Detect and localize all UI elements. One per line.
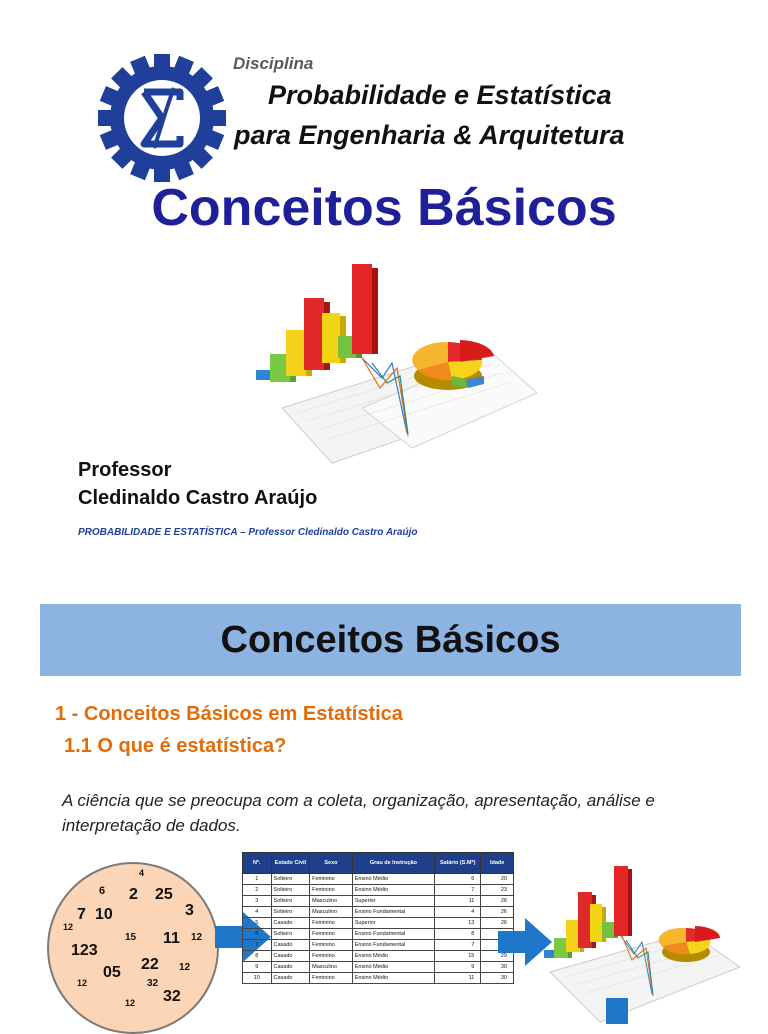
table-cell: Solteiro [271, 896, 310, 907]
circle-number: 2 [129, 886, 138, 903]
table-cell: 29 [481, 951, 514, 962]
table-cell: Feminino [310, 929, 353, 940]
table-cell: Casado [271, 951, 310, 962]
table-cell: Ensino Médio [352, 885, 434, 896]
circle-number: 12 [125, 998, 136, 1008]
table-cell: Solteiro [271, 874, 310, 885]
course-title-line-2: para Engenharia & Arquitetura [234, 120, 625, 150]
table-cell: 2 [243, 885, 272, 896]
table-cell: 11 [435, 896, 481, 907]
table-cell: Masculino [310, 907, 353, 918]
table-cell: Ensino Fundamental [352, 940, 434, 951]
slide-title: Conceitos Básicos [151, 179, 617, 237]
table-cell: Superior [352, 896, 434, 907]
circle-number: 12 [179, 962, 191, 973]
table-cell: Casado [271, 962, 310, 973]
table-row [243, 896, 514, 907]
table-cell: Feminino [310, 973, 353, 984]
table-cell: 5 [243, 918, 272, 929]
subsection-heading: 1.1 O que é estatística? [64, 735, 287, 757]
table-row [243, 951, 514, 962]
table-row [243, 973, 514, 984]
table-cell: 1 [243, 874, 272, 885]
table-cell: 8 [243, 951, 272, 962]
data-table [242, 852, 514, 984]
table-cell: Casado [271, 918, 310, 929]
circle-number: 15 [125, 932, 137, 943]
column-header: Idade [481, 853, 514, 874]
table-cell: Casado [271, 973, 310, 984]
table-cell: 15 [435, 951, 481, 962]
course-title-line-1: Probabilidade e Estatística [268, 80, 612, 110]
circle-number: 11 [163, 930, 180, 947]
bar-pie-chart-illustration-icon [530, 862, 745, 1024]
circle-number: 32 [163, 988, 181, 1005]
circle-number: 25 [155, 886, 173, 903]
table-row [243, 907, 514, 918]
table-cell: Solteiro [271, 907, 310, 918]
table-cell: Casado [271, 940, 310, 951]
table-cell: 3 [243, 896, 272, 907]
table-cell: Superior [352, 918, 434, 929]
table-header-row [243, 853, 514, 874]
table-cell: Ensino Médio [352, 951, 434, 962]
table-cell: 26 [481, 918, 514, 929]
table-row [243, 929, 514, 940]
table-cell: Ensino Médio [352, 973, 434, 984]
table-cell: 23 [481, 885, 514, 896]
table-cell: Masculino [310, 962, 353, 973]
table-cell: Ensino Fundamental [352, 907, 434, 918]
table-cell: Solteiro [271, 929, 310, 940]
table-cell: Ensino Médio [352, 874, 434, 885]
circle-number: 4 [139, 868, 145, 878]
table-cell: 26 [481, 896, 514, 907]
table-cell: 30 [481, 962, 514, 973]
circle-number: 123 [71, 942, 98, 959]
table-cell: 26 [481, 907, 514, 918]
table-cell: 20 [481, 874, 514, 885]
down-arrow-icon [602, 998, 632, 1024]
column-header: Salário (S.M*) [435, 853, 481, 874]
circle-number: 3 [185, 902, 194, 919]
table-cell: 10 [243, 973, 272, 984]
slide-footer: PROBABILIDADE E ESTATÍSTICA – Professor Cledinaldo Castro Araújo [78, 527, 418, 538]
table-row [243, 874, 514, 885]
table-cell: Feminino [310, 874, 353, 885]
table-cell: 4 [435, 907, 481, 918]
table-row [243, 918, 514, 929]
circle-number: 12 [77, 978, 88, 988]
circle-number: 05 [103, 964, 121, 981]
table-row [243, 940, 514, 951]
table-cell: 7 [435, 885, 481, 896]
discipline-label: Disciplina [233, 54, 314, 73]
table-cell: 11 [435, 973, 481, 984]
circle-number: 10 [95, 906, 113, 923]
raw-numbers-circle [47, 862, 219, 1034]
table-cell: Ensino Médio [352, 962, 434, 973]
table-row [243, 962, 514, 973]
table-cell: 9 [243, 962, 272, 973]
engineering-gear-logo-icon [96, 52, 228, 184]
table-cell: Feminino [310, 918, 353, 929]
table-cell: Feminino [310, 885, 353, 896]
table-cell: 9 [435, 962, 481, 973]
column-header: Estado Civil [271, 853, 310, 874]
table-cell: Feminino [310, 940, 353, 951]
banner-title: Conceitos Básicos [220, 618, 561, 661]
professor-label: Professor [78, 459, 172, 481]
column-header: Grau de Instrução [352, 853, 434, 874]
table-cell: 7 [243, 940, 272, 951]
slide-banner [40, 604, 741, 676]
circle-number: 6 [99, 885, 106, 897]
table-cell: 13 [435, 918, 481, 929]
circle-number: 12 [191, 932, 203, 943]
bar-pie-chart-illustration-icon [222, 258, 542, 470]
table-cell: 8 [435, 929, 481, 940]
circle-number: 7 [77, 906, 86, 923]
table-cell: Feminino [310, 951, 353, 962]
section-heading: 1 - Conceitos Básicos em Estatística [55, 703, 403, 725]
column-header: Sexo [310, 853, 353, 874]
column-header: Nº. [243, 853, 272, 874]
definition-text: A ciência que se preocupa com a coleta, organização, apresentação, análise e interpretação de dados. [62, 791, 655, 835]
professor-name: Cledinaldo Castro Araújo [78, 487, 318, 509]
table-cell: 30 [481, 973, 514, 984]
circle-number: 22 [141, 956, 159, 973]
circle-number: 12 [63, 922, 74, 932]
table-cell: 6 [435, 874, 481, 885]
table-row [243, 885, 514, 896]
table-cell: Ensino Fundamental [352, 929, 434, 940]
circle-number: 32 [147, 978, 159, 989]
table-cell: Solteiro [271, 885, 310, 896]
table-cell: Masculino [310, 896, 353, 907]
table-cell: 7 [435, 940, 481, 951]
table-cell: 4 [243, 907, 272, 918]
table-cell: 6 [243, 929, 272, 940]
